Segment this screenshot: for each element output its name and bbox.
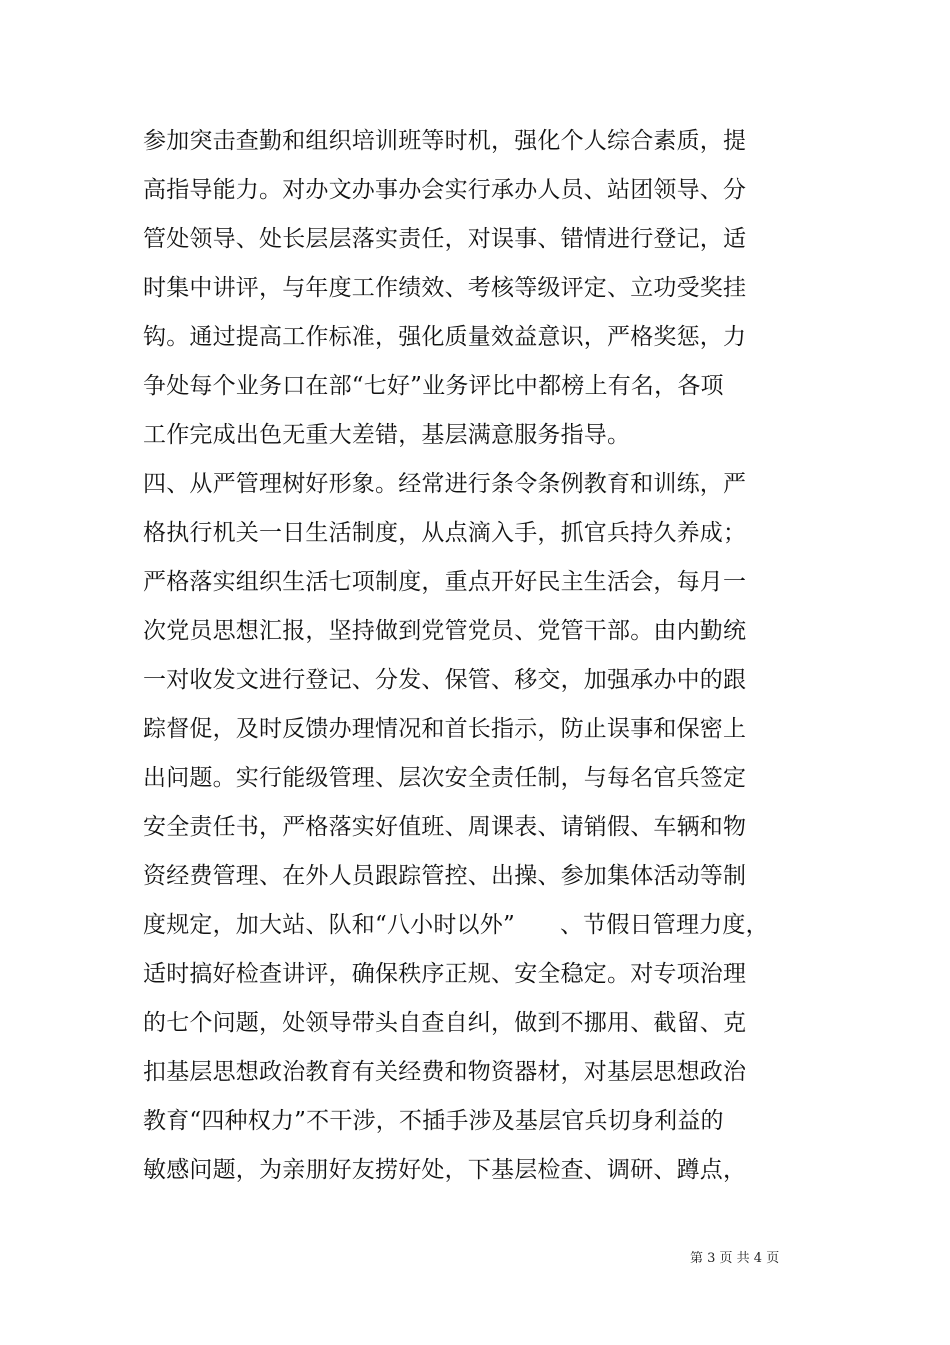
text-line: 格执行机关一日生活制度，从点滴入手，抓官兵持久养成；: [143, 520, 747, 546]
text-line: 钩。通过提高工作标准，强化质量效益意识，严格奖惩，力: [143, 324, 747, 350]
text-line: 敏感问题，为亲朋好友捞好处，下基层检查、调研、蹲点，: [143, 1157, 747, 1183]
text-line: 工作完成出色无重大差错，基层满意服务指导。: [143, 422, 631, 448]
text-line: 出问题。实行能级管理、层次安全责任制，与每名官兵签定: [143, 765, 747, 791]
text-line: 适时搞好检查讲评，确保秩序正规、安全稳定。对专项治理: [143, 961, 747, 987]
text-line: 度规定，加大站、队和“八小时以外” 、节假日管理力度，: [143, 912, 769, 938]
text-line: 教育“四种权力”不干涉，不插手涉及基层官兵切身利益的: [143, 1108, 724, 1134]
text-line: 踪督促，及时反馈办理情况和首长指示，防止误事和保密上: [143, 716, 747, 742]
text-line: 安全责任书，严格落实好值班、周课表、请销假、车辆和物: [143, 814, 747, 840]
text-line: 扣基层思想政治教育有关经费和物资器材，对基层思想政治: [143, 1059, 747, 1085]
text-line: 严格落实组织生活七项制度，重点开好民主生活会，每月一: [143, 569, 747, 595]
text-line: 资经费管理、在外人员跟踪管控、出操、参加集体活动等制: [143, 863, 747, 889]
page-number-footer: 第 3 页 共 4 页: [690, 1251, 780, 1266]
text-line: 高指导能力。对办文办事办会实行承办人员、站团领导、分: [143, 177, 747, 203]
text-line: 争处每个业务口在部“七好”业务评比中都榜上有名，各项: [143, 373, 724, 399]
text-line: 次党员思想汇报，坚持做到党管党员、党管干部。由内勤统: [143, 618, 747, 644]
document-body: [143, 117, 783, 1195]
text-line: 的七个问题，处领导带头自查自纠，做到不挪用、截留、克: [143, 1010, 747, 1036]
text-line: 时集中讲评，与年度工作绩效、考核等级评定、立功受奖挂: [143, 275, 747, 301]
text-line: 管处领导、处长层层落实责任，对误事、错情进行登记，适: [143, 226, 747, 252]
text-line: 一对收发文进行登记、分发、保管、移交，加强承办中的跟: [143, 667, 747, 693]
section-heading-line: 四、从严管理树好形象。经常进行条令条例教育和训练，严: [143, 471, 747, 497]
text-line: 参加突击查勤和组织培训班等时机，强化个人综合素质，提: [143, 128, 747, 154]
